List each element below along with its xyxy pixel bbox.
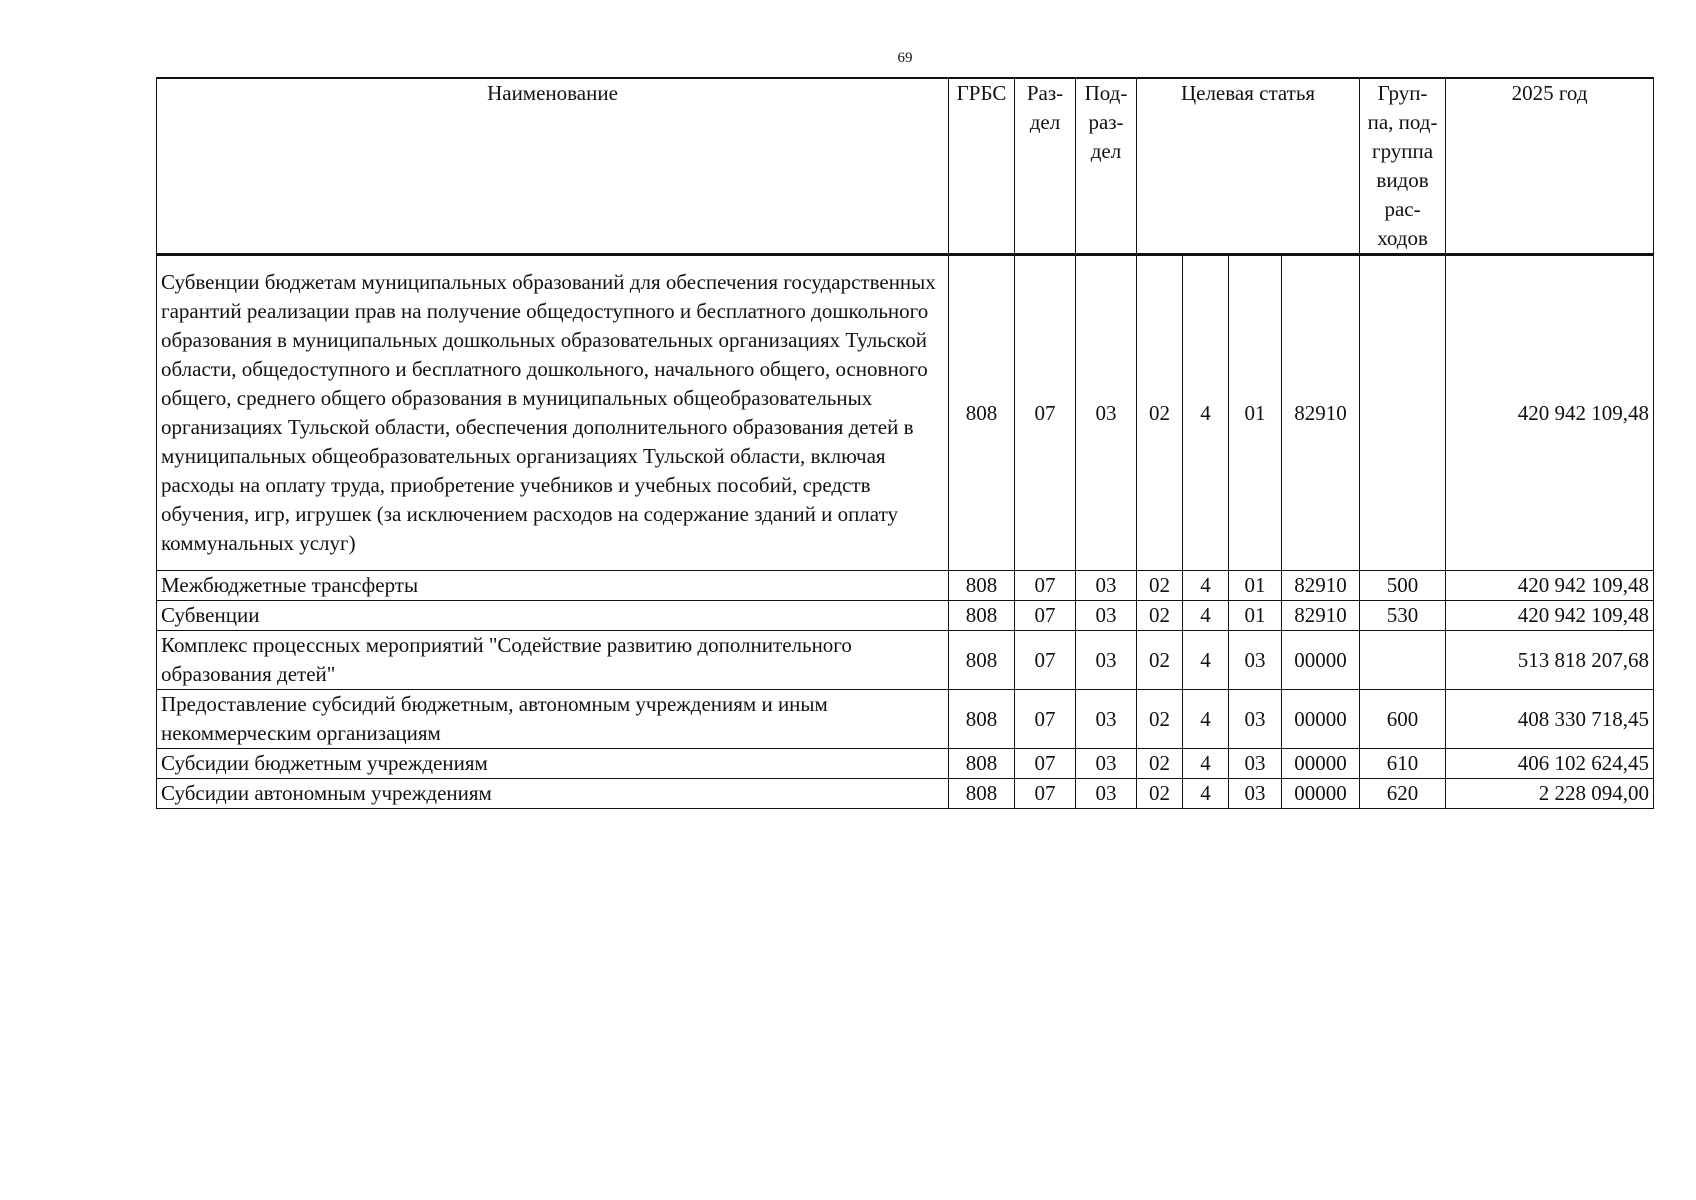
table-row (157, 601, 1654, 631)
row-amount: 513 818 207,68 (1446, 631, 1654, 690)
row-group (1360, 255, 1446, 571)
table-header-row (157, 78, 1654, 255)
row-target-4: 00000 (1282, 690, 1360, 749)
row-amount: 408 330 718,45 (1446, 690, 1654, 749)
row-razdel: 07 (1015, 631, 1076, 690)
row-amount: 420 942 109,48 (1446, 601, 1654, 631)
row-name: Субвенции (157, 601, 949, 631)
header-target-article: Целевая статья (1137, 78, 1360, 255)
table-row (157, 690, 1654, 749)
row-grbs: 808 (949, 779, 1015, 809)
row-target-2: 4 (1183, 571, 1229, 601)
row-amount: 2 228 094,00 (1446, 779, 1654, 809)
row-razdel: 07 (1015, 255, 1076, 571)
row-razdel: 07 (1015, 601, 1076, 631)
row-target-3: 03 (1229, 690, 1282, 749)
row-target-3: 03 (1229, 749, 1282, 779)
row-grbs: 808 (949, 255, 1015, 571)
row-target-3: 03 (1229, 631, 1282, 690)
row-target-4: 82910 (1282, 571, 1360, 601)
header-podrazdel: Под- раз- дел (1076, 78, 1137, 255)
row-target-1: 02 (1137, 690, 1183, 749)
row-grbs: 808 (949, 571, 1015, 601)
row-target-1: 02 (1137, 749, 1183, 779)
row-name: Субсидии автономным учреждениям (157, 779, 949, 809)
row-target-4: 00000 (1282, 779, 1360, 809)
table-row (157, 571, 1654, 601)
row-target-4: 00000 (1282, 631, 1360, 690)
header-year-2025: 2025 год (1446, 78, 1654, 255)
table-row (157, 631, 1654, 690)
row-name: Предоставление субсидий бюджетным, автономным учреждениям и иным некоммерческим организациям (157, 690, 949, 749)
row-target-4: 82910 (1282, 601, 1360, 631)
header-expense-group: Груп- па, под- группа видов рас- ходов (1360, 78, 1446, 255)
table-row (157, 255, 1654, 571)
header-grbs: ГРБС (949, 78, 1015, 255)
row-podrazdel: 03 (1076, 779, 1137, 809)
row-target-4: 00000 (1282, 749, 1360, 779)
row-target-2: 4 (1183, 601, 1229, 631)
row-grbs: 808 (949, 690, 1015, 749)
row-podrazdel: 03 (1076, 749, 1137, 779)
row-razdel: 07 (1015, 571, 1076, 601)
row-name: Межбюджетные трансферты (157, 571, 949, 601)
row-razdel: 07 (1015, 690, 1076, 749)
row-grbs: 808 (949, 601, 1015, 631)
row-target-1: 02 (1137, 631, 1183, 690)
row-group: 610 (1360, 749, 1446, 779)
row-target-2: 4 (1183, 749, 1229, 779)
header-razdel: Раз- дел (1015, 78, 1076, 255)
row-name: Комплекс процессных мероприятий "Содействие развитию дополнительного образования детей" (157, 631, 949, 690)
row-group: 500 (1360, 571, 1446, 601)
row-grbs: 808 (949, 631, 1015, 690)
row-target-4: 82910 (1282, 255, 1360, 571)
row-podrazdel: 03 (1076, 601, 1137, 631)
row-target-1: 02 (1137, 571, 1183, 601)
row-target-3: 01 (1229, 571, 1282, 601)
row-name: Субсидии бюджетным учреждениям (157, 749, 949, 779)
row-target-3: 01 (1229, 601, 1282, 631)
row-target-1: 02 (1137, 779, 1183, 809)
row-target-1: 02 (1137, 601, 1183, 631)
row-podrazdel: 03 (1076, 631, 1137, 690)
row-grbs: 808 (949, 749, 1015, 779)
row-target-3: 01 (1229, 255, 1282, 571)
row-razdel: 07 (1015, 749, 1076, 779)
row-podrazdel: 03 (1076, 690, 1137, 749)
row-group: 620 (1360, 779, 1446, 809)
row-amount: 420 942 109,48 (1446, 571, 1654, 601)
row-podrazdel: 03 (1076, 255, 1137, 571)
row-amount: 420 942 109,48 (1446, 255, 1654, 571)
page-number: 69 (897, 50, 913, 66)
row-target-2: 4 (1183, 690, 1229, 749)
row-name: Субвенции бюджетам муниципальных образований для обеспечения государственных гарантий реализации прав на получение общедоступного и бесплатного дошкольного образования в муниципальных дошкольных образовательных организациях Тульской области, общедоступного и бесплатного дошкольного, начального общего, основного общего, среднего общего образования в муниципальных общеобразовательных организациях Тульской области, обеспечения дополнительного образования детей в муниципальных общеобразовательных организациях Тульской области, включая расходы на оплату труда, приобретение учебников и учебных пособий, средств обучения, игр, игрушек (за исключением расходов на содержание зданий и оплату коммунальных услуг) (157, 255, 949, 571)
row-group: 600 (1360, 690, 1446, 749)
row-target-2: 4 (1183, 631, 1229, 690)
row-razdel: 07 (1015, 779, 1076, 809)
row-target-2: 4 (1183, 255, 1229, 571)
row-target-3: 03 (1229, 779, 1282, 809)
row-amount: 406 102 624,45 (1446, 749, 1654, 779)
table-row (157, 779, 1654, 809)
budget-table (156, 77, 1654, 809)
table-row (157, 749, 1654, 779)
row-target-1: 02 (1137, 255, 1183, 571)
row-target-2: 4 (1183, 779, 1229, 809)
row-podrazdel: 03 (1076, 571, 1137, 601)
row-group: 530 (1360, 601, 1446, 631)
header-name: Наименование (157, 78, 949, 255)
row-group (1360, 631, 1446, 690)
